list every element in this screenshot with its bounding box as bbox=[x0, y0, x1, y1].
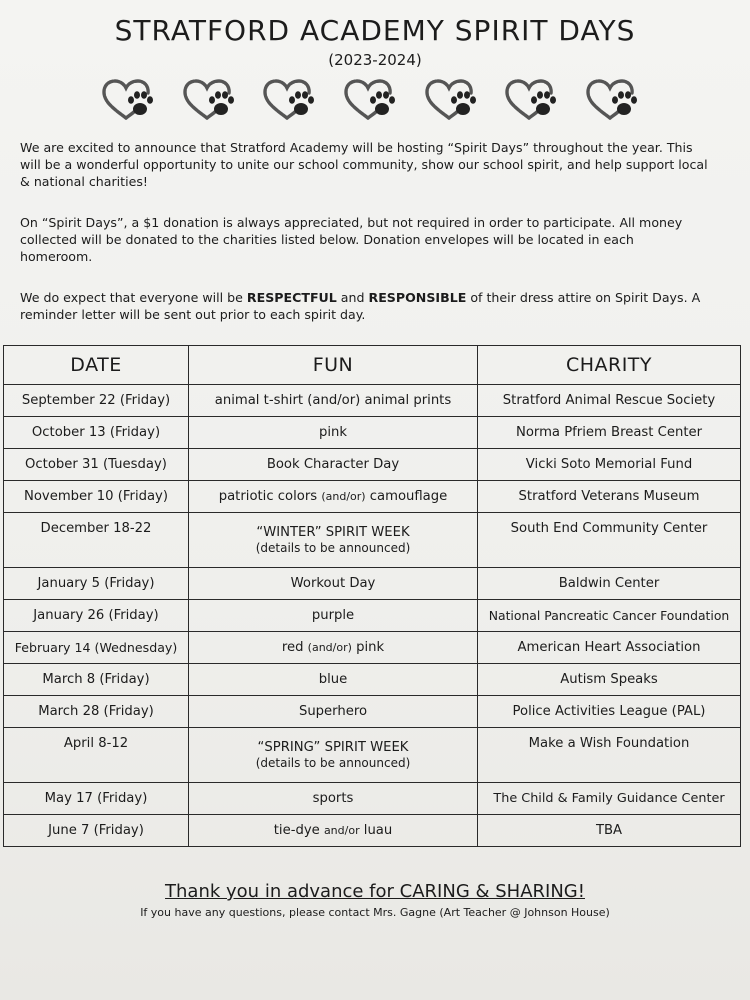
cell-fun: Superhero bbox=[189, 696, 478, 728]
page-title: STRATFORD ACADEMY SPIRIT DAYS bbox=[114, 14, 636, 47]
cell-fun: sports bbox=[189, 783, 478, 815]
cell-date: June 7 (Friday) bbox=[4, 815, 189, 847]
cell-charity: TBA bbox=[478, 815, 741, 847]
table-row bbox=[4, 783, 741, 815]
fun-text: “WINTER” SPIRIT WEEK bbox=[256, 525, 410, 540]
cell-fun bbox=[189, 632, 478, 664]
cell-charity: National Pancreatic Cancer Foundation bbox=[478, 600, 741, 632]
cell-date: November 10 (Friday) bbox=[4, 481, 189, 513]
thank-you-line: Thank you in advance for CARING & SHARING! bbox=[165, 881, 585, 902]
table-row bbox=[4, 664, 741, 696]
heart-paw-icon bbox=[342, 78, 398, 122]
cell-fun bbox=[189, 728, 478, 783]
cell-fun: Book Character Day bbox=[189, 449, 478, 481]
table-header-row bbox=[4, 346, 741, 385]
heart-paw-icon bbox=[423, 78, 479, 122]
cell-charity: South End Community Center bbox=[478, 513, 741, 568]
table-row bbox=[4, 481, 741, 513]
table-row bbox=[4, 696, 741, 728]
fun-text: red bbox=[281, 640, 308, 655]
table-row bbox=[4, 449, 741, 481]
cell-fun: Workout Day bbox=[189, 568, 478, 600]
fun-text: tie-dye bbox=[273, 823, 324, 838]
heart-paw-icon bbox=[503, 78, 559, 122]
cell-date: September 22 (Friday) bbox=[4, 385, 189, 417]
table-row bbox=[4, 513, 741, 568]
fun-text: pink bbox=[351, 640, 385, 655]
fun-text: luau bbox=[359, 823, 393, 838]
table-row bbox=[4, 815, 741, 847]
heart-paw-icon bbox=[100, 78, 156, 122]
heart-paw-icon bbox=[181, 78, 237, 122]
cell-date: January 26 (Friday) bbox=[4, 600, 189, 632]
header-fun: FUN bbox=[189, 346, 478, 385]
fun-text: “SPRING” SPIRIT WEEK bbox=[257, 740, 409, 755]
cell-charity: American Heart Association bbox=[478, 632, 741, 664]
cell-date: April 8-12 bbox=[4, 728, 189, 783]
cell-date: February 14 (Wednesday) bbox=[4, 632, 189, 664]
cell-fun bbox=[189, 815, 478, 847]
fun-connector: (and/or) bbox=[307, 641, 352, 654]
cell-charity: Autism Speaks bbox=[478, 664, 741, 696]
table-row bbox=[4, 600, 741, 632]
dress-text-3: of their dress attire on Spirit Days. A reminder letter will be sent out prior to each spirit day. bbox=[20, 290, 701, 322]
fun-note: (details to be announced) bbox=[255, 756, 411, 770]
fun-connector: and/or bbox=[323, 824, 360, 837]
cell-date: March 28 (Friday) bbox=[4, 696, 189, 728]
header-date: DATE bbox=[4, 346, 189, 385]
cell-fun bbox=[189, 513, 478, 568]
cell-fun: pink bbox=[189, 417, 478, 449]
respectful-word: RESPECTFUL bbox=[246, 290, 337, 305]
cell-charity: Police Activities League (PAL) bbox=[478, 696, 741, 728]
cell-date: December 18-22 bbox=[4, 513, 189, 568]
dress-text-1: We do expect that everyone will be bbox=[20, 290, 247, 305]
cell-date: October 13 (Friday) bbox=[4, 417, 189, 449]
fun-note: (details to be announced) bbox=[255, 541, 411, 555]
fun-text: patriotic colors bbox=[218, 489, 322, 504]
fun-connector: (and/or) bbox=[321, 490, 366, 503]
responsible-word: RESPONSIBLE bbox=[368, 290, 467, 305]
heart-paw-icon bbox=[261, 78, 317, 122]
header-charity: CHARITY bbox=[478, 346, 741, 385]
cell-fun: animal t-shirt (and/or) animal prints bbox=[189, 385, 478, 417]
cell-charity: Norma Pfriem Breast Center bbox=[478, 417, 741, 449]
contact-line: If you have any questions, please contact Mrs. Gagne (Art Teacher @ Johnson House) bbox=[140, 906, 610, 919]
cell-date: October 31 (Tuesday) bbox=[4, 449, 189, 481]
table-row bbox=[4, 385, 741, 417]
table-row bbox=[4, 417, 741, 449]
cell-fun bbox=[189, 481, 478, 513]
cell-date: May 17 (Friday) bbox=[4, 783, 189, 815]
cell-charity: Stratford Animal Rescue Society bbox=[478, 385, 741, 417]
table-row bbox=[4, 632, 741, 664]
cell-charity: Stratford Veterans Museum bbox=[478, 481, 741, 513]
cell-charity: Baldwin Center bbox=[478, 568, 741, 600]
donation-paragraph: On “Spirit Days”, a $1 donation is always appreciated, but not required in order to participate. All money collected will be donated to the charities listed below. Donation envelopes will be located in each homeroom. bbox=[20, 215, 683, 264]
intro-paragraph: We are excited to announce that Stratford Academy will be hosting “Spirit Days” throughout the year. This will be a wonderful opportunity to unite our school community, show our school spirit, and help support local & national charities! bbox=[20, 140, 708, 189]
cell-fun: purple bbox=[189, 600, 478, 632]
cell-charity: Vicki Soto Memorial Fund bbox=[478, 449, 741, 481]
table-row bbox=[4, 568, 741, 600]
school-year: (2023-2024) bbox=[328, 51, 422, 69]
heart-paw-icon bbox=[584, 78, 640, 122]
dress-text-2: and bbox=[336, 290, 369, 305]
dress-code-paragraph bbox=[20, 289, 710, 323]
spirit-days-table bbox=[3, 345, 741, 847]
heart-paw-row bbox=[100, 78, 640, 124]
cell-charity: Make a Wish Foundation bbox=[478, 728, 741, 783]
cell-fun: blue bbox=[189, 664, 478, 696]
cell-date: March 8 (Friday) bbox=[4, 664, 189, 696]
cell-date: January 5 (Friday) bbox=[4, 568, 189, 600]
fun-text: camouflage bbox=[365, 489, 448, 504]
table-row bbox=[4, 728, 741, 783]
cell-charity: The Child & Family Guidance Center bbox=[478, 783, 741, 815]
